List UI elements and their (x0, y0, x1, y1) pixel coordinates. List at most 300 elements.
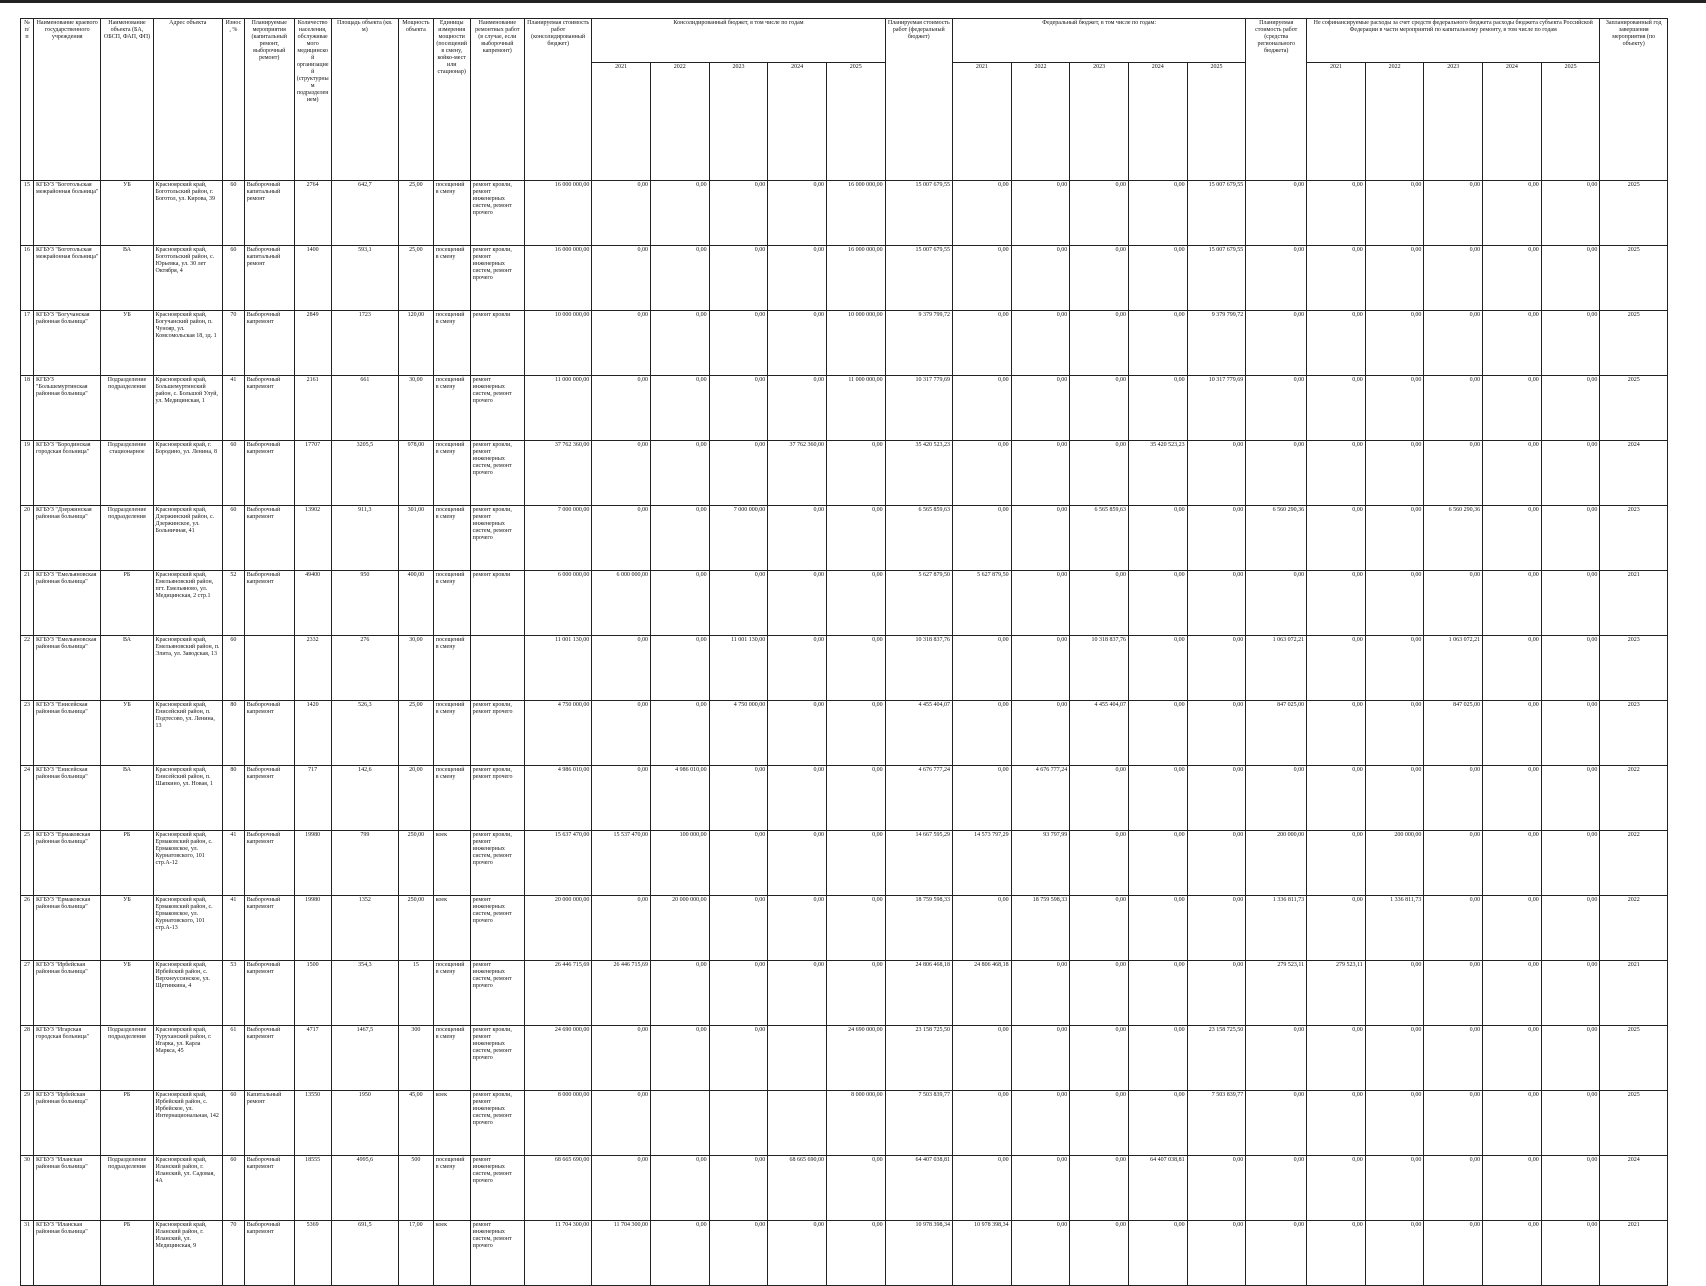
wear-percent: 52 (223, 571, 245, 636)
header-area: Площадь объекта (кв. м) (331, 19, 398, 181)
cofin-year-value: 1 336 811,73 (1365, 896, 1424, 961)
cons-year-value: 0,00 (768, 636, 827, 701)
fed-year-value: 0,00 (1070, 181, 1129, 246)
population: 717 (294, 766, 331, 831)
cofin-year-value: 0,00 (1483, 506, 1542, 571)
repair-works: ремонт кровли (470, 311, 524, 376)
fed-year-value: 7 503 839,77 (1187, 1091, 1246, 1156)
repair-works: ремонт кровли, ремонт инженерных систем, ремонт прочего (470, 181, 524, 246)
header-name: Наименование краевого государственного учреждения (34, 19, 101, 181)
header-cofin-year: 2023 (1424, 63, 1483, 181)
fed-year-value: 0,00 (1070, 311, 1129, 376)
planned-cost-federal: 14 667 595,29 (885, 831, 952, 896)
completion-year: 2023 (1600, 701, 1668, 766)
object-type: Подразделение подразделения (101, 376, 153, 441)
fed-year-value: 64 407 038,81 (1128, 1156, 1187, 1221)
capacity-unit: посещений в смену (433, 311, 470, 376)
cons-year-value: 0,00 (650, 376, 709, 441)
header-capacity: Мощность объекта (398, 19, 433, 181)
planned-cost-consolidated: 7 000 000,00 (524, 506, 591, 571)
fed-year-value: 0,00 (1128, 571, 1187, 636)
cons-year-value: 0,00 (650, 441, 709, 506)
fed-year-value: 0,00 (1128, 961, 1187, 1026)
cons-year-value: 0,00 (592, 506, 651, 571)
cons-year-value: 0,00 (650, 246, 709, 311)
object-address: Красноярский край, Большемуртинский район, с. Большой Улуй, ул. Медицинская, 1 (153, 376, 223, 441)
header-cons-year: 2021 (592, 63, 651, 181)
cofin-year-value: 847 025,00 (1424, 701, 1483, 766)
cofin-year-value: 0,00 (1307, 441, 1366, 506)
object-capacity: 25,00 (398, 246, 433, 311)
cofin-year-value: 0,00 (1307, 506, 1366, 571)
fed-year-value: 0,00 (1128, 506, 1187, 571)
repair-works: ремонт инженерных систем, ремонт прочего (470, 376, 524, 441)
row-number: 27 (21, 961, 34, 1026)
object-type: РБ (101, 1221, 153, 1286)
planned-cost-regional: 847 025,00 (1246, 701, 1307, 766)
planned-cost-consolidated: 11 704 300,00 (524, 1221, 591, 1286)
cons-year-value: 15 537 470,00 (592, 831, 651, 896)
cofin-year-value: 0,00 (1307, 1091, 1366, 1156)
table-row (21, 766, 1668, 831)
fed-year-value: 0,00 (1187, 506, 1246, 571)
planned-cost-consolidated: 16 000 000,00 (524, 246, 591, 311)
fed-year-value: 0,00 (1128, 311, 1187, 376)
object-area: 642,7 (331, 181, 398, 246)
cons-year-value: 24 690 000,00 (826, 1026, 885, 1091)
wear-percent: 60 (223, 246, 245, 311)
planned-cost-regional: 0,00 (1246, 246, 1307, 311)
fed-year-value: 0,00 (1070, 246, 1129, 311)
table-row (21, 1026, 1668, 1091)
cons-year-value: 0,00 (768, 896, 827, 961)
fed-year-value: 0,00 (1070, 1026, 1129, 1091)
table-row (21, 441, 1668, 506)
population: 2849 (294, 311, 331, 376)
repair-works: ремонт кровли, ремонт прочего (470, 701, 524, 766)
cons-year-value: 0,00 (768, 376, 827, 441)
capacity-unit: посещений в смену (433, 961, 470, 1026)
fed-year-value: 0,00 (1128, 1091, 1187, 1156)
cofin-year-value: 0,00 (1483, 311, 1542, 376)
header-cofin-year: 2024 (1483, 63, 1542, 181)
population: 2764 (294, 181, 331, 246)
object-type: УБ (101, 311, 153, 376)
planned-work: Выборочный капремонт (244, 701, 294, 766)
row-number: 16 (21, 246, 34, 311)
repair-works: ремонт кровли, ремонт инженерных систем, ремонт прочего (470, 506, 524, 571)
object-area: 142,6 (331, 766, 398, 831)
repair-works: ремонт кровли, ремонт инженерных систем, ремонт прочего (470, 246, 524, 311)
completion-year: 2021 (1600, 961, 1668, 1026)
cons-year-value: 0,00 (592, 766, 651, 831)
object-area: 526,3 (331, 701, 398, 766)
planned-cost-regional: 0,00 (1246, 181, 1307, 246)
object-area: 1352 (331, 896, 398, 961)
cons-year-value: 0,00 (709, 1221, 768, 1286)
cofin-year-value: 0,00 (1483, 636, 1542, 701)
fed-year-value: 0,00 (1128, 701, 1187, 766)
cons-year-value: 0,00 (768, 1221, 827, 1286)
repair-works: ремонт кровли, ремонт прочего (470, 766, 524, 831)
cons-year-value: 11 001 130,00 (709, 636, 768, 701)
repair-works: ремонт кровли, ремонт инженерных систем, ремонт прочего (470, 441, 524, 506)
cofin-year-value: 0,00 (1424, 831, 1483, 896)
fed-year-value: 0,00 (952, 1026, 1011, 1091)
object-address: Красноярский край, Енисейский район, п. Подтесово, ул. Ленина, 13 (153, 701, 223, 766)
object-capacity: 250,00 (398, 896, 433, 961)
cons-year-value: 26 446 715,69 (592, 961, 651, 1026)
planned-cost-federal: 4 455 404,07 (885, 701, 952, 766)
fed-year-value: 0,00 (1070, 1156, 1129, 1221)
header-cons-year: 2025 (826, 63, 885, 181)
fed-year-value: 18 759 598,33 (1011, 896, 1070, 961)
cons-year-value: 0,00 (592, 1026, 651, 1091)
object-address: Красноярский край, Боготольский район, г. Боготол, ул. Кирова, 39 (153, 181, 223, 246)
fed-year-value: 10 318 837,76 (1070, 636, 1129, 701)
capital-repair-table (20, 18, 1668, 1286)
object-type: Подразделение подразделения (101, 1156, 153, 1221)
cons-year-value: 0,00 (768, 961, 827, 1026)
cons-year-value (650, 1091, 709, 1156)
cons-year-value: 0,00 (592, 896, 651, 961)
planned-work: Выборочный капремонт (244, 506, 294, 571)
cons-year-value: 6 000 000,00 (592, 571, 651, 636)
cons-year-value: 0,00 (768, 831, 827, 896)
cons-year-value: 0,00 (592, 181, 651, 246)
cofin-year-value: 0,00 (1424, 1221, 1483, 1286)
planned-cost-consolidated: 26 446 715,69 (524, 961, 591, 1026)
header-fed-year: 2025 (1187, 63, 1246, 181)
institution-name: КГБУЗ "Емельяновская районная больница" (34, 636, 101, 701)
planned-work: Выборочный капремонт (244, 1156, 294, 1221)
completion-year: 2024 (1600, 1156, 1668, 1221)
fed-year-value: 0,00 (1187, 701, 1246, 766)
object-area: 799 (331, 831, 398, 896)
planned-work: Выборочный капремонт (244, 311, 294, 376)
completion-year: 2023 (1600, 636, 1668, 701)
object-capacity: 250,00 (398, 831, 433, 896)
wear-percent: 61 (223, 1026, 245, 1091)
header-fed-year: 2021 (952, 63, 1011, 181)
institution-name: КГБУЗ "Енисейская районная больница" (34, 766, 101, 831)
fed-year-value: 6 565 859,63 (1070, 506, 1129, 571)
cofin-year-value: 0,00 (1307, 896, 1366, 961)
cons-year-value: 16 000 000,00 (826, 181, 885, 246)
object-capacity: 301,00 (398, 506, 433, 571)
planned-work: Выборочный капремонт (244, 896, 294, 961)
row-number: 23 (21, 701, 34, 766)
wear-percent: 80 (223, 766, 245, 831)
fed-year-value: 0,00 (1011, 181, 1070, 246)
cofin-year-value: 279 523,11 (1307, 961, 1366, 1026)
object-area: 691,5 (331, 1221, 398, 1286)
wear-percent: 60 (223, 441, 245, 506)
cons-year-value: 0,00 (709, 181, 768, 246)
cofin-year-value: 0,00 (1424, 961, 1483, 1026)
cofin-year-value: 0,00 (1483, 766, 1542, 831)
fed-year-value: 0,00 (1187, 636, 1246, 701)
object-area: 1723 (331, 311, 398, 376)
cofin-year-value: 0,00 (1424, 571, 1483, 636)
completion-year: 2021 (1600, 1221, 1668, 1286)
planned-cost-regional: 1 336 811,73 (1246, 896, 1307, 961)
completion-year: 2025 (1600, 376, 1668, 441)
object-address: Красноярский край, Иланский район, г. Иланский, ул. Садовая, 4А (153, 1156, 223, 1221)
planned-cost-consolidated: 10 000 000,00 (524, 311, 591, 376)
fed-year-value: 0,00 (1187, 831, 1246, 896)
planned-cost-regional: 1 063 072,21 (1246, 636, 1307, 701)
fed-year-value: 0,00 (1187, 1221, 1246, 1286)
cofin-year-value: 0,00 (1365, 701, 1424, 766)
cons-year-value: 0,00 (650, 1221, 709, 1286)
planned-cost-regional: 0,00 (1246, 1221, 1307, 1286)
cons-year-value: 0,00 (826, 961, 885, 1026)
completion-year: 2024 (1600, 441, 1668, 506)
object-capacity: 120,00 (398, 311, 433, 376)
repair-works (470, 636, 524, 701)
cofin-year-value: 0,00 (1365, 961, 1424, 1026)
cofin-year-value: 0,00 (1365, 636, 1424, 701)
row-number: 25 (21, 831, 34, 896)
cofin-year-value: 0,00 (1307, 701, 1366, 766)
institution-name: КГБУЗ "Ермаковская районная больница" (34, 831, 101, 896)
capacity-unit: посещений в смену (433, 441, 470, 506)
planned-cost-regional: 0,00 (1246, 1156, 1307, 1221)
cons-year-value: 100 000,00 (650, 831, 709, 896)
institution-name: КГБУЗ "Большемуртинская районная больница" (34, 376, 101, 441)
cons-year-value: 37 762 360,00 (768, 441, 827, 506)
fed-year-value: 0,00 (1128, 766, 1187, 831)
object-address: Красноярский край, Ирбейский район, с. Верхнеуссинское, ул. Щетинкина, 4 (153, 961, 223, 1026)
cofin-year-value: 0,00 (1424, 246, 1483, 311)
object-type: УБ (101, 181, 153, 246)
fed-year-value: 0,00 (1187, 961, 1246, 1026)
capacity-unit: посещений в смену (433, 766, 470, 831)
cofin-year-value: 0,00 (1424, 1026, 1483, 1091)
completion-year: 2025 (1600, 311, 1668, 376)
cons-year-value (768, 1026, 827, 1091)
object-area: 911,3 (331, 506, 398, 571)
repair-works: ремонт инженерных систем, ремонт прочего (470, 961, 524, 1026)
capacity-unit: посещений в смену (433, 571, 470, 636)
table-row (21, 701, 1668, 766)
population: 13902 (294, 506, 331, 571)
fed-year-value: 0,00 (1011, 1026, 1070, 1091)
wear-percent: 41 (223, 376, 245, 441)
fed-year-value: 0,00 (952, 766, 1011, 831)
cons-year-value: 0,00 (650, 311, 709, 376)
object-type: Подразделение подразделения (101, 1026, 153, 1091)
fed-year-value: 5 627 879,50 (952, 571, 1011, 636)
population: 2332 (294, 636, 331, 701)
planned-cost-federal: 7 503 839,77 (885, 1091, 952, 1156)
cofin-year-value: 0,00 (1483, 1156, 1542, 1221)
row-number: 28 (21, 1026, 34, 1091)
object-area: 276 (331, 636, 398, 701)
object-type: УБ (101, 896, 153, 961)
header-cons-group: Консолидированный бюджет, в том числе по годам (592, 19, 885, 63)
object-area: 3205,5 (331, 441, 398, 506)
institution-name: КГБУЗ "Боготольская межрайонная больница" (34, 246, 101, 311)
fed-year-value: 0,00 (1070, 961, 1129, 1026)
top-border-line (0, 0, 1706, 3)
planned-cost-consolidated: 68 665 690,00 (524, 1156, 591, 1221)
planned-cost-consolidated: 16 000 000,00 (524, 181, 591, 246)
planned-cost-regional: 0,00 (1246, 1091, 1307, 1156)
row-number: 19 (21, 441, 34, 506)
cons-year-value: 0,00 (650, 701, 709, 766)
planned-cost-consolidated: 11 000 000,00 (524, 376, 591, 441)
fed-year-value: 0,00 (1011, 1221, 1070, 1286)
planned-work: Выборочный капремонт (244, 441, 294, 506)
header-type: Наименование объекта (БА, ОБСП, ФАП, ФП) (101, 19, 153, 181)
cons-year-value: 0,00 (768, 181, 827, 246)
cons-year-value: 0,00 (650, 506, 709, 571)
cons-year-value: 0,00 (826, 636, 885, 701)
cons-year-value: 0,00 (592, 1156, 651, 1221)
planned-cost-federal: 10 317 779,69 (885, 376, 952, 441)
cofin-year-value: 0,00 (1541, 246, 1600, 311)
planned-cost-federal: 23 158 725,50 (885, 1026, 952, 1091)
header-cost: Планируемая стоимость работ (консолидированный бюджет) (524, 19, 591, 181)
object-area: 354,3 (331, 961, 398, 1026)
cons-year-value: 0,00 (709, 311, 768, 376)
cofin-year-value: 0,00 (1365, 181, 1424, 246)
cofin-year-value: 0,00 (1424, 896, 1483, 961)
wear-percent: 60 (223, 636, 245, 701)
row-number: 18 (21, 376, 34, 441)
fed-year-value: 23 158 725,50 (1187, 1026, 1246, 1091)
object-capacity: 25,00 (398, 701, 433, 766)
row-number: 15 (21, 181, 34, 246)
header-cons-year: 2023 (709, 63, 768, 181)
capacity-unit: коек (433, 1221, 470, 1286)
cofin-year-value: 0,00 (1307, 181, 1366, 246)
fed-year-value: 0,00 (1128, 636, 1187, 701)
population: 4717 (294, 1026, 331, 1091)
fed-year-value: 0,00 (1070, 831, 1129, 896)
institution-name: КГБУЗ "Боготольская межрайонная больница" (34, 181, 101, 246)
capacity-unit: посещений в смену (433, 506, 470, 571)
cons-year-value: 0,00 (768, 701, 827, 766)
cons-year-value: 4 750 000,00 (709, 701, 768, 766)
header-cons-year: 2024 (768, 63, 827, 181)
cofin-year-value: 0,00 (1307, 766, 1366, 831)
cons-year-value: 0,00 (768, 506, 827, 571)
planned-cost-consolidated: 6 000 000,00 (524, 571, 591, 636)
fed-year-value: 0,00 (1187, 766, 1246, 831)
population: 19980 (294, 831, 331, 896)
header-no: № п/п (21, 19, 34, 181)
object-type: РБ (101, 571, 153, 636)
institution-name: КГБУЗ "Ирбейская районная больница" (34, 961, 101, 1026)
table-row (21, 636, 1668, 701)
header-work: Планируемые мероприятия (капитальный ремонт, выборочный ремонт) (244, 19, 294, 181)
object-address: Красноярский край, Енисейский район, п. Шапкино, ул. Новая, 1 (153, 766, 223, 831)
cons-year-value: 11 000 000,00 (826, 376, 885, 441)
object-address: Красноярский край, Ермаковский район, с. Ермаковское, ул. Курнатовского, 101 стр.А-12 (153, 831, 223, 896)
cofin-year-value: 0,00 (1541, 181, 1600, 246)
cons-year-value: 0,00 (826, 766, 885, 831)
fed-year-value: 93 797,99 (1011, 831, 1070, 896)
planned-cost-regional: 0,00 (1246, 1026, 1307, 1091)
fed-year-value: 0,00 (952, 506, 1011, 571)
wear-percent: 41 (223, 831, 245, 896)
table-row (21, 181, 1668, 246)
object-capacity: 15 (398, 961, 433, 1026)
cofin-year-value: 0,00 (1483, 896, 1542, 961)
cofin-year-value: 0,00 (1307, 636, 1366, 701)
cons-year-value: 0,00 (768, 571, 827, 636)
object-area: 4995,6 (331, 1156, 398, 1221)
institution-name: КГБУЗ "Иланская районная больница" (34, 1221, 101, 1286)
cons-year-value: 0,00 (592, 376, 651, 441)
fed-year-value: 0,00 (1128, 246, 1187, 311)
table-row (21, 311, 1668, 376)
fed-year-value: 10 317 779,69 (1187, 376, 1246, 441)
cons-year-value: 0,00 (709, 896, 768, 961)
fed-year-value: 15 007 679,55 (1187, 246, 1246, 311)
wear-percent: 53 (223, 961, 245, 1026)
completion-year: 2025 (1600, 246, 1668, 311)
population: 1400 (294, 246, 331, 311)
institution-name: КГБУЗ "Богучанская районная больница" (34, 311, 101, 376)
institution-name: КГБУЗ "Дзержинская районная больница" (34, 506, 101, 571)
completion-year: 2025 (1600, 181, 1668, 246)
fed-year-value: 0,00 (952, 181, 1011, 246)
planned-work: Капитальный ремонт (244, 1091, 294, 1156)
planned-cost-federal: 15 007 679,55 (885, 246, 952, 311)
cons-year-value: 0,00 (650, 181, 709, 246)
cons-year-value: 0,00 (826, 701, 885, 766)
fed-year-value: 0,00 (1011, 246, 1070, 311)
table-row (21, 831, 1668, 896)
object-address: Красноярский край, Емельяновский район, п. Элита, ул. Заводская, 13 (153, 636, 223, 701)
fed-year-value: 0,00 (952, 311, 1011, 376)
cofin-year-value: 0,00 (1307, 1026, 1366, 1091)
fed-year-value: 0,00 (1128, 1221, 1187, 1286)
header-cofin-group: Не софинансируемые расходы за счет средств федерального бюджета расходы бюджета субъекта Российской Федерации в части мероприятий по капитальному ремонту, в том числе по годам (1307, 19, 1600, 63)
wear-percent: 70 (223, 1221, 245, 1286)
object-capacity: 17,00 (398, 1221, 433, 1286)
wear-percent: 60 (223, 506, 245, 571)
object-address: Красноярский край, Иланский район, г. Иланский, ул. Медицинская, 9 (153, 1221, 223, 1286)
fed-year-value: 0,00 (1070, 1091, 1129, 1156)
cofin-year-value: 0,00 (1541, 1156, 1600, 1221)
cons-year-value: 0,00 (709, 441, 768, 506)
cofin-year-value: 0,00 (1365, 246, 1424, 311)
repair-works: ремонт кровли, ремонт инженерных систем, ремонт прочего (470, 1026, 524, 1091)
cons-year-value: 0,00 (709, 831, 768, 896)
row-number: 30 (21, 1156, 34, 1221)
object-address: Красноярский край, Богучанский район, п. Чунояр, ул. Комсомольская 18, зд. 1 (153, 311, 223, 376)
planned-work: Выборочный капремонт (244, 766, 294, 831)
header-reg-cost: Планируемая стоимость работ (средства регионального бюджета) (1246, 19, 1307, 181)
object-type: ВА (101, 246, 153, 311)
header-address: Адрес объекта (153, 19, 223, 181)
cofin-year-value: 0,00 (1483, 181, 1542, 246)
cons-year-value: 8 000 000,00 (826, 1091, 885, 1156)
population: 13550 (294, 1091, 331, 1156)
planned-cost-federal: 15 007 679,55 (885, 181, 952, 246)
fed-year-value: 15 007 679,55 (1187, 181, 1246, 246)
object-address: Красноярский край, г. Бородино, ул. Ленина, 8 (153, 441, 223, 506)
object-capacity: 20,00 (398, 766, 433, 831)
fed-year-value: 0,00 (1011, 961, 1070, 1026)
row-number: 29 (21, 1091, 34, 1156)
cofin-year-value: 0,00 (1424, 441, 1483, 506)
